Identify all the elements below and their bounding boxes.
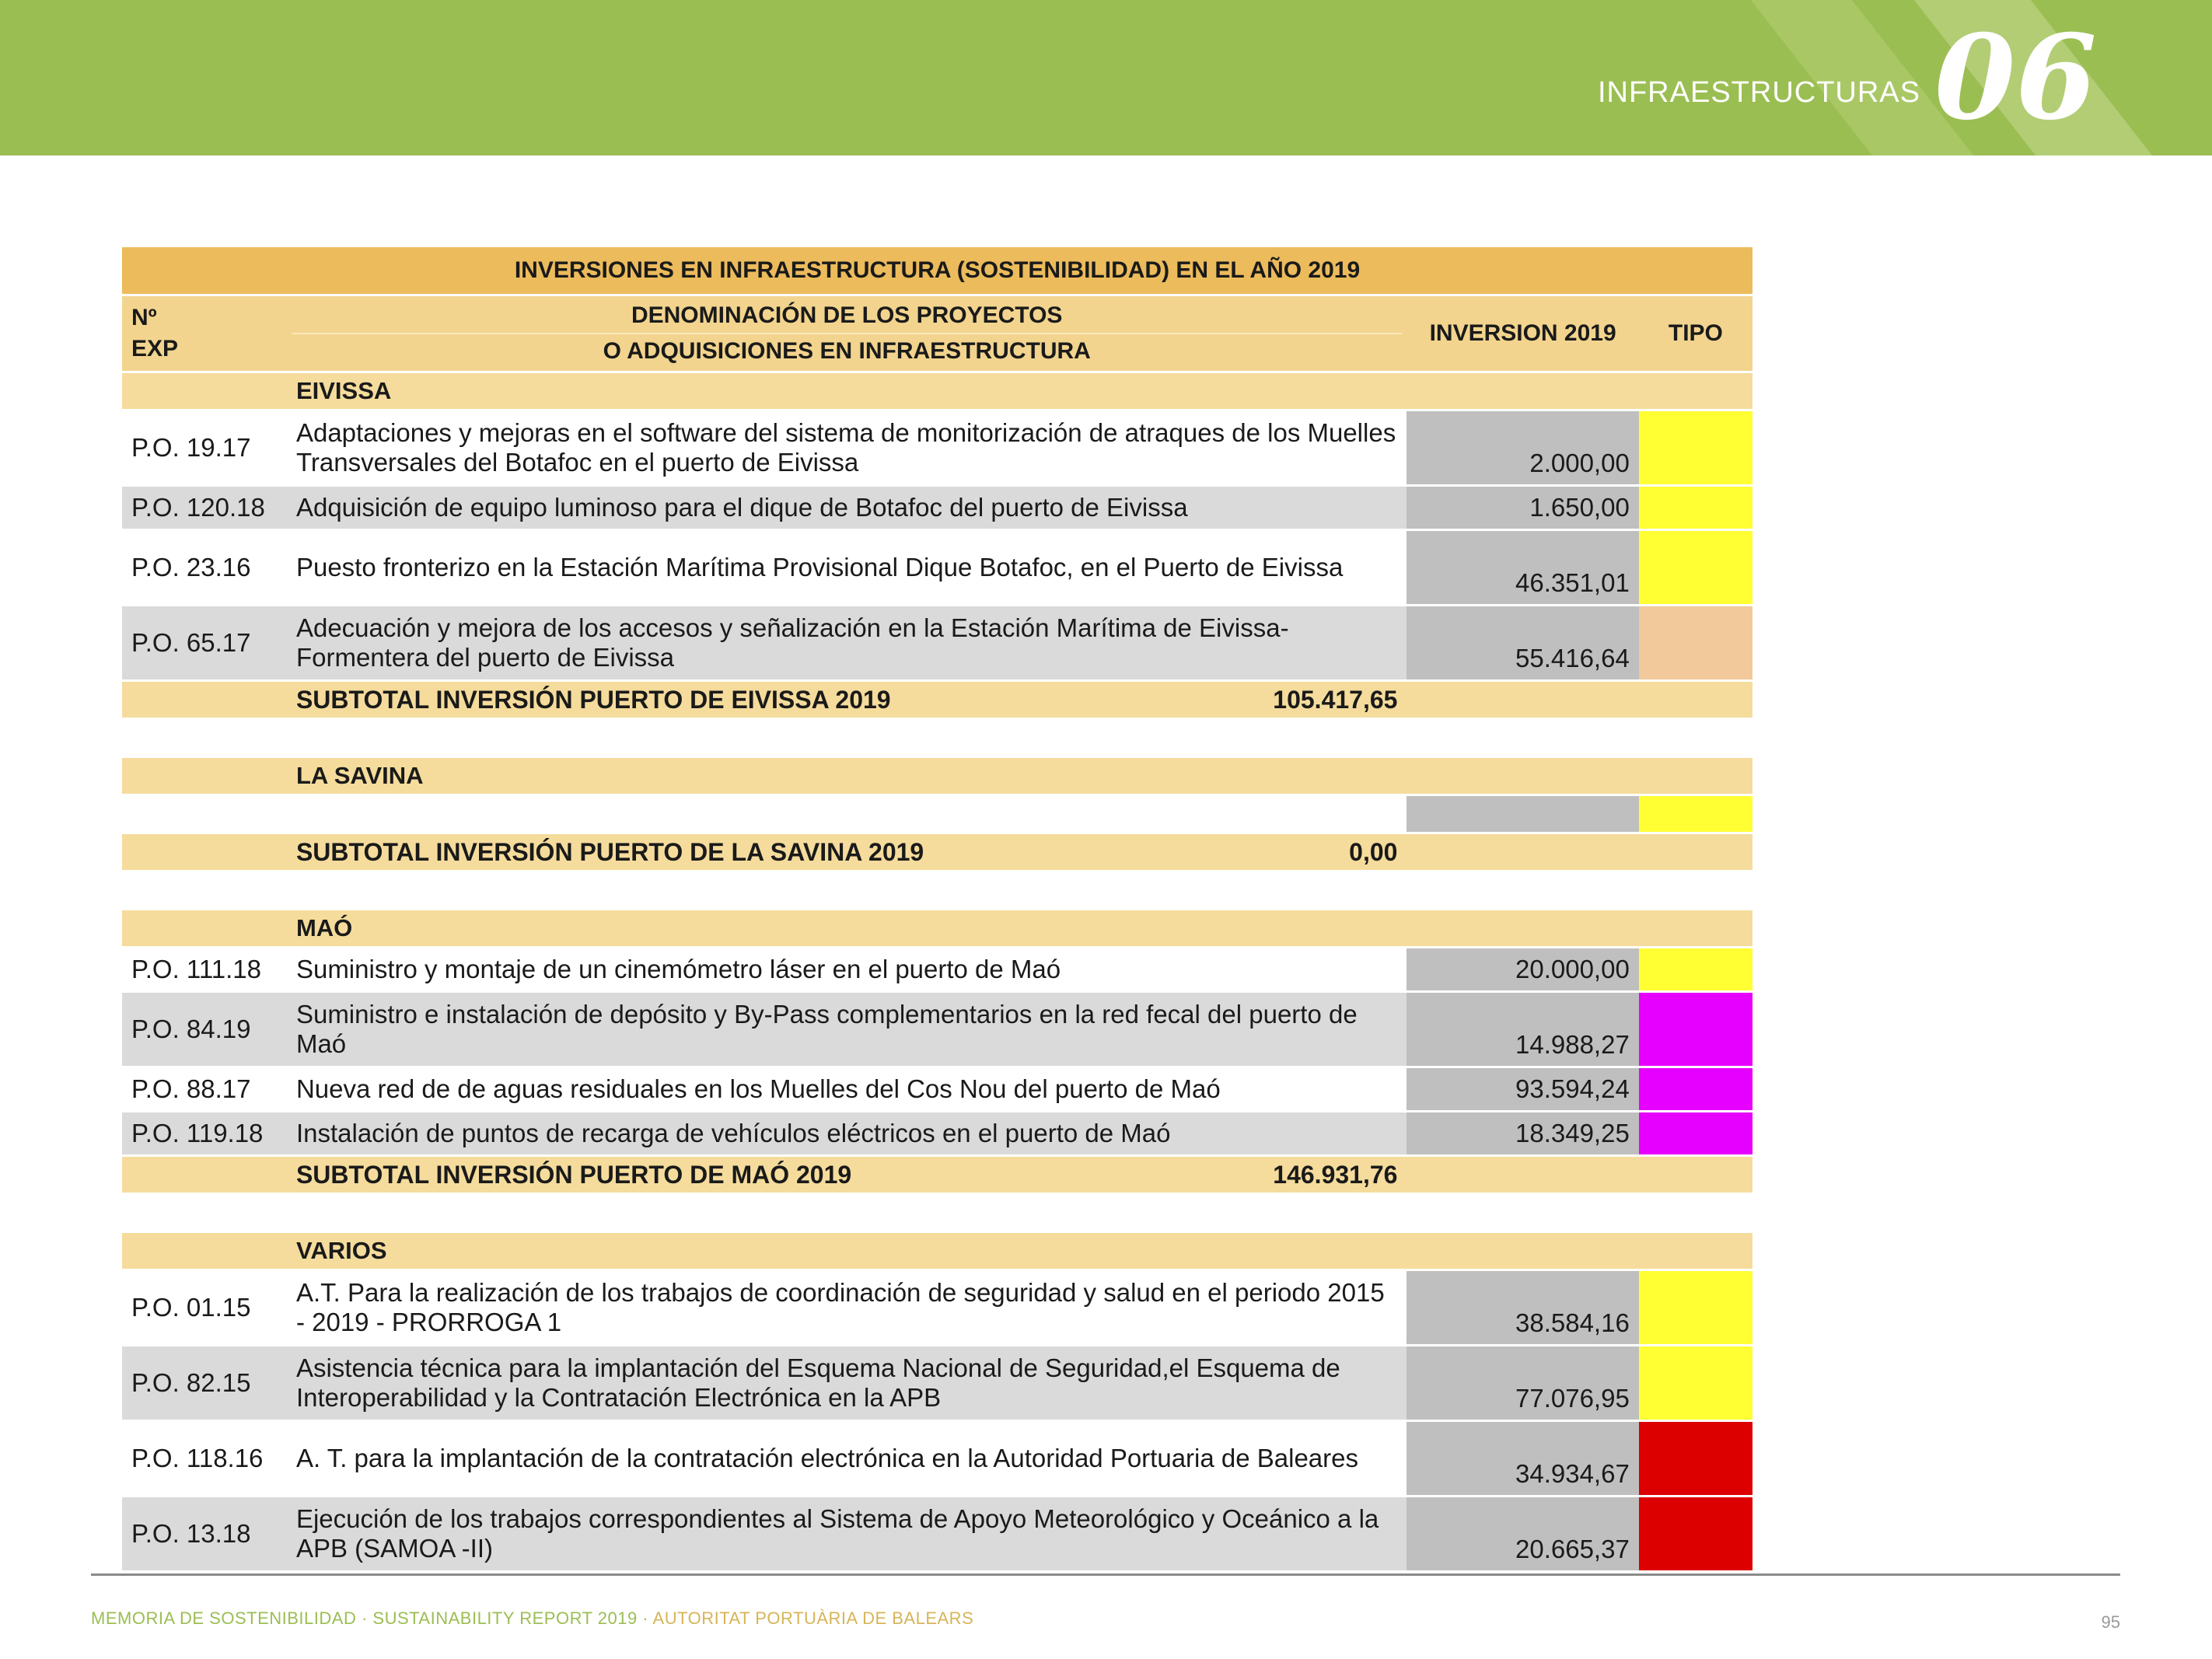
spacer-cell [122, 720, 1752, 756]
section-row [122, 910, 1752, 946]
footer-report-title: MEMORIA DE SOSTENIBILIDAD · SUSTAINABILITY REPORT 2019 · [91, 1608, 653, 1628]
spacer-cell [122, 1195, 1752, 1231]
expediente-cell: P.O. 84.19 [122, 993, 287, 1066]
section-exp-cell [122, 1233, 287, 1269]
table-row [122, 411, 1752, 484]
column-header-exp-line1: Nº [131, 305, 157, 330]
subtotal-tipo-cell [1639, 1157, 1752, 1193]
tipo-color-cell [1639, 1422, 1752, 1495]
section-inv-cell [1407, 373, 1638, 409]
subtotal-cell [287, 1157, 1407, 1193]
section-exp-cell [122, 758, 287, 794]
expediente-cell: P.O. 82.15 [122, 1346, 287, 1420]
column-header-name-line2: O ADQUISICIONES EN INFRAESTRUCTURA [603, 338, 1091, 364]
investment-amount-cell: 93.594,24 [1407, 1068, 1638, 1110]
project-name-cell: Instalación de puntos de recarga de vehículos eléctricos en el puerto de Maó [287, 1112, 1407, 1154]
table-row [122, 1112, 1752, 1154]
investment-amount-cell: 77.076,95 [1407, 1346, 1638, 1420]
footer-text [91, 1608, 973, 1629]
subtotal-row [122, 1157, 1752, 1193]
section-title: EIVISSA [287, 373, 1407, 409]
section-row [122, 1233, 1752, 1269]
table-title: INVERSIONES EN INFRAESTRUCTURA (SOSTENIBILIDAD) EN EL AÑO 2019 [122, 247, 1752, 294]
expediente-cell: P.O. 23.16 [122, 531, 287, 604]
column-header-exp-line2: EXP [131, 336, 179, 361]
section-title: MAÓ [287, 910, 1407, 946]
investment-amount-cell: 46.351,01 [1407, 531, 1638, 604]
expediente-cell [122, 796, 287, 832]
expediente-cell: P.O. 120.18 [122, 487, 287, 529]
tipo-color-cell [1639, 606, 1752, 679]
table-row-empty [122, 796, 1752, 832]
subtotal-amount: 105.417,65 [1273, 685, 1398, 714]
section-tipo-cell [1639, 758, 1752, 794]
subtotal-label: SUBTOTAL INVERSIÓN PUERTO DE EIVISSA 2019 [295, 685, 891, 714]
expediente-cell: P.O. 88.17 [122, 1068, 287, 1110]
table-row [122, 606, 1752, 679]
tipo-color-cell [1639, 531, 1752, 604]
subtotal-tipo-cell [1639, 682, 1752, 718]
subtotal-tipo-cell [1639, 834, 1752, 870]
table-row [122, 1271, 1752, 1344]
investment-amount-cell: 1.650,00 [1407, 487, 1638, 529]
subtotal-inv-cell [1407, 682, 1638, 718]
table-row [122, 1497, 1752, 1570]
tipo-color-cell [1639, 948, 1752, 990]
investment-amount-cell: 2.000,00 [1407, 411, 1638, 484]
tipo-color-cell [1639, 1497, 1752, 1570]
expediente-cell: P.O. 111.18 [122, 948, 287, 990]
subtotal-amount: 0,00 [1349, 837, 1398, 866]
table-row [122, 1068, 1752, 1110]
spacer-row [122, 1195, 1752, 1231]
table-row [122, 1346, 1752, 1420]
column-header-exp [122, 296, 287, 371]
subtotal-cell [287, 682, 1407, 718]
table-row [122, 487, 1752, 529]
section-title: VARIOS [287, 1233, 1407, 1269]
subtotal-exp-cell [122, 1157, 287, 1193]
subtotal-amount: 146.931,76 [1273, 1160, 1398, 1189]
tipo-color-cell [1639, 796, 1752, 832]
section-tipo-cell [1639, 910, 1752, 946]
section-inv-cell [1407, 1233, 1638, 1269]
project-name-cell [287, 796, 1407, 832]
column-header-name [287, 296, 1407, 371]
tipo-color-cell [1639, 993, 1752, 1066]
section-exp-cell [122, 373, 287, 409]
chapter-number: 06 [1934, 9, 2097, 146]
section-row [122, 373, 1752, 409]
investment-table [122, 245, 1752, 1573]
investment-amount-cell: 38.584,16 [1407, 1271, 1638, 1344]
column-header-name-line1: DENOMINACIÓN DE LOS PROYECTOS [631, 302, 1063, 328]
expediente-cell: P.O. 119.18 [122, 1112, 287, 1154]
header-band [0, 0, 2212, 155]
tipo-color-cell [1639, 487, 1752, 529]
column-header-tipo: TIPO [1639, 296, 1752, 371]
subtotal-exp-cell [122, 834, 287, 870]
investment-amount-cell: 34.934,67 [1407, 1422, 1638, 1495]
investment-amount-cell [1407, 796, 1638, 832]
subtotal-inv-cell [1407, 834, 1638, 870]
project-name-cell: Suministro e instalación de depósito y By-Pass complementarios en la red fecal del puerto de Maó [287, 993, 1407, 1066]
expediente-cell: P.O. 13.18 [122, 1497, 287, 1570]
expediente-cell: P.O. 65.17 [122, 606, 287, 679]
table-header-row [122, 296, 1752, 371]
expediente-cell: P.O. 19.17 [122, 411, 287, 484]
tipo-color-cell [1639, 1271, 1752, 1344]
column-header-inversion: INVERSION 2019 [1407, 296, 1638, 371]
project-name-cell: Adaptaciones y mejoras en el software del sistema de monitorización de atraques de los Muelles Transversales del Botafoc en el puerto de Eivissa [287, 411, 1407, 484]
spacer-cell [122, 872, 1752, 908]
subtotal-inv-cell [1407, 1157, 1638, 1193]
subtotal-label: SUBTOTAL INVERSIÓN PUERTO DE LA SAVINA 2019 [295, 837, 924, 866]
subtotal-cell [287, 834, 1407, 870]
investment-amount-cell: 20.000,00 [1407, 948, 1638, 990]
project-name-cell: A.T. Para la realización de los trabajos de coordinación de seguridad y salud en el periodo 2015 - 2019 - PRORROGA 1 [287, 1271, 1407, 1344]
section-exp-cell [122, 910, 287, 946]
investment-amount-cell: 20.665,37 [1407, 1497, 1638, 1570]
section-row [122, 758, 1752, 794]
section-inv-cell [1407, 758, 1638, 794]
subtotal-row [122, 834, 1752, 870]
investment-amount-cell: 18.349,25 [1407, 1112, 1638, 1154]
section-tipo-cell [1639, 1233, 1752, 1269]
footer-divider [91, 1573, 2120, 1576]
table-row [122, 948, 1752, 990]
project-name-cell: Asistencia técnica para la implantación del Esquema Nacional de Seguridad,el Esquema de Interoperabilidad y la Contratación Electrónica en la APB [287, 1346, 1407, 1420]
subtotal-exp-cell [122, 682, 287, 718]
table-title-row [122, 247, 1752, 294]
project-name-cell: Ejecución de los trabajos correspondientes al Sistema de Apoyo Meteorológico y Oceánico a la APB (SAMOA -II) [287, 1497, 1407, 1570]
tipo-color-cell [1639, 411, 1752, 484]
project-name-cell: Puesto fronterizo en la Estación Marítima Provisional Dique Botafoc, en el Puerto de Eivissa [287, 531, 1407, 604]
tipo-color-cell [1639, 1068, 1752, 1110]
tipo-color-cell [1639, 1112, 1752, 1154]
section-inv-cell [1407, 910, 1638, 946]
footer-brand: AUTORITAT PORTUÀRIA DE BALEARS [652, 1608, 974, 1628]
spacer-row [122, 720, 1752, 756]
project-name-cell: Nueva red de de aguas residuales en los Muelles del Cos Nou del puerto de Maó [287, 1068, 1407, 1110]
subtotal-label: SUBTOTAL INVERSIÓN PUERTO DE MAÓ 2019 [295, 1160, 852, 1189]
expediente-cell: P.O. 01.15 [122, 1271, 287, 1344]
investment-amount-cell: 55.416,64 [1407, 606, 1638, 679]
section-title: LA SAVINA [287, 758, 1407, 794]
page-number: 95 [2101, 1612, 2120, 1632]
expediente-cell: P.O. 118.16 [122, 1422, 287, 1495]
subtotal-row [122, 682, 1752, 718]
project-name-cell: Adquisición de equipo luminoso para el dique de Botafoc del puerto de Eivissa [287, 487, 1407, 529]
project-name-cell: Suministro y montaje de un cinemómetro láser en el puerto de Maó [287, 948, 1407, 990]
project-name-cell: A. T. para la implantación de la contratación electrónica en la Autoridad Portuaria de Baleares [287, 1422, 1407, 1495]
project-name-cell: Adecuación y mejora de los accesos y señalización en la Estación Marítima de Eivissa- Formentera del puerto de Eivissa [287, 606, 1407, 679]
section-tipo-cell [1639, 373, 1752, 409]
section-label: INFRAESTRUCTURAS [1597, 76, 1920, 109]
table-row [122, 1422, 1752, 1495]
table-row [122, 531, 1752, 604]
spacer-row [122, 872, 1752, 908]
investment-amount-cell: 14.988,27 [1407, 993, 1638, 1066]
tipo-color-cell [1639, 1346, 1752, 1420]
table-row [122, 993, 1752, 1066]
